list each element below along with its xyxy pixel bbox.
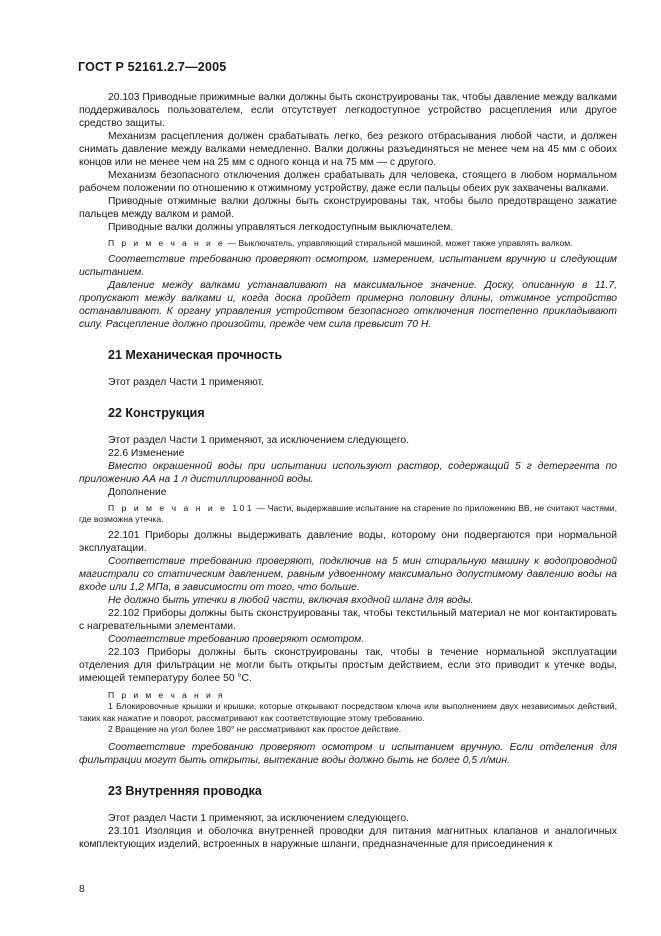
note-label: П р и м е ч а н и е	[108, 238, 226, 248]
paragraph-section-22-intro: Этот раздел Части 1 применяют, за исключением следующего.	[108, 434, 410, 446]
notes-label	[79, 690, 617, 702]
paragraph-20-103: 20.103 Приводные прижимные валки должны быть сконструированы так, чтобы давление между валками поддерживалось пользователем, если отсутствует легкодоступное устройство расцепления или другое средство защиты.	[79, 92, 617, 129]
paragraph-release-mechanism: Механизм расцепления должен срабатывать легко, без резкого отбрасывания любой части, и должен снимать давление между валками немедленно. Валки должны разъединяться не менее чем на 45 мм с обоих концов или не менее чем на 25 мм с одного конца и на 75 мм — с другого.	[79, 131, 617, 168]
section-21-title: 21 Механическая прочность	[108, 347, 283, 362]
note-101	[79, 503, 617, 526]
section-22-title: 22 Конструкция	[108, 405, 205, 420]
compliance-check-22-101: Соответствие требованию проверяют, подключив на 5 мин стиральную машину к водопроводной магистрали со статическим давлением, равным удвоенному максимально допустимому давлению воды на входе или 1,2 МПа, в зависимости от того, что больше.	[79, 555, 617, 593]
note-item-1: 1 Блокировочные крышки и крышки, которые открывают посредством ключа или выполнением двух независимых действий, таких как нажатие и поворот, рассматривают как соответствующие этому требованию.	[79, 701, 617, 723]
paragraph-section-23-intro: Этот раздел Части 1 применяют, за исключением следующего.	[108, 812, 410, 824]
paragraph-22-102: 22.102 Приборы должны быть сконструированы так, чтобы текстильный материал не мог контактировать с нагревательными элементами.	[79, 607, 617, 632]
paragraph-22-103: 22.103 Приборы должны быть сконструированы так, чтобы в течение нормальной эксплуатации отделения для фильтрации не могли быть открыты простым действием, если это приводит к утечке воды, имеющей температуру более 50 °С.	[79, 646, 617, 684]
note-text: — Части, выдержавшие испытание на старение по приложению ВВ, не считают частями, где возможна утечка.	[79, 502, 617, 524]
paragraph-rolls-switch: Приводные валки должны управляться легкодоступным выключателем.	[108, 222, 454, 233]
paragraph-no-leaks: Не должно быть утечки в любой части, включая входной шланг для воды.	[108, 594, 474, 606]
compliance-check-rolls: Соответствие требованию проверяют осмотром, измерением, испытанием вручную и следующим испытанием.	[79, 253, 617, 278]
note-label: П р и м е ч а н и е 101	[108, 502, 254, 513]
compliance-check-22-102: Соответствие требованию проверяют осмотром.	[108, 633, 365, 645]
document-header: ГОСТ Р 52161.2.7—2005	[78, 60, 227, 74]
note-item-2: 2 Вращение на угол более 180° не рассматривают как простое действие.	[108, 724, 402, 734]
note-switch	[79, 238, 617, 250]
paragraph-22-101: 22.101 Приборы должны выдерживать давление воды, которому они подвергаются при нормальной эксплуатации.	[79, 529, 617, 554]
page-number: 8	[79, 883, 85, 895]
section-23-title: 23 Внутренняя проводка	[108, 783, 262, 798]
document-body	[79, 91, 617, 851]
paragraph-22-6-text: Вместо окрашенной воды при испытании используют раствор, содержащий 5 г детергента по приложению АА на 1 л дистиллированной воды.	[79, 460, 617, 485]
paragraph-addition: Дополнение	[108, 486, 167, 498]
paragraph-22-6: 22.6 Изменение	[108, 447, 185, 459]
paragraph-section-21: Этот раздел Части 1 применяют.	[108, 376, 264, 388]
paragraph-23-101: 23.101 Изоляция и оболочка внутренней проводки для питания магнитных клапанов и аналогичных комплектующих изделий, встроенных в наружные шланги, предназначенные для присоединения к	[79, 825, 617, 850]
paragraph-wringer-rolls: Приводные отжимные валки должны быть сконструированы так, чтобы было предотвращено зажатие пальцев между валком и рамой.	[79, 196, 617, 220]
notes-label-text: П р и м е ч а н и я	[108, 689, 225, 700]
compliance-check-22-103: Соответствие требованию проверяют осмотром и испытанием вручную. Если отделения для фильтрации могут быть открыты, вытекание воды должно быть не более 0,5 л/мин.	[79, 741, 617, 766]
note-text: — Выключатель, управляющий стиральной машиной, может также управлять валком.	[225, 238, 573, 248]
test-procedure-rolls: Давление между валками устанавливают на максимальное значение. Доску, описанную в 11.7, пропускают между валками и, когда доска пройдет примерно половину длины, отжимное устройство останавливают. К органу управления устройством безопасного отключения постепенно прикладывают силу. Расцепление должно произойти, прежде чем сила превысит 70 Н.	[79, 279, 617, 330]
paragraph-safety-release: Механизм безопасного отключения должен срабатывать для человека, стоящего в любом нормальном рабочем положении по отношению к отжимному устройству, даже если пальцы обеих рук захвачены валками.	[79, 170, 617, 194]
